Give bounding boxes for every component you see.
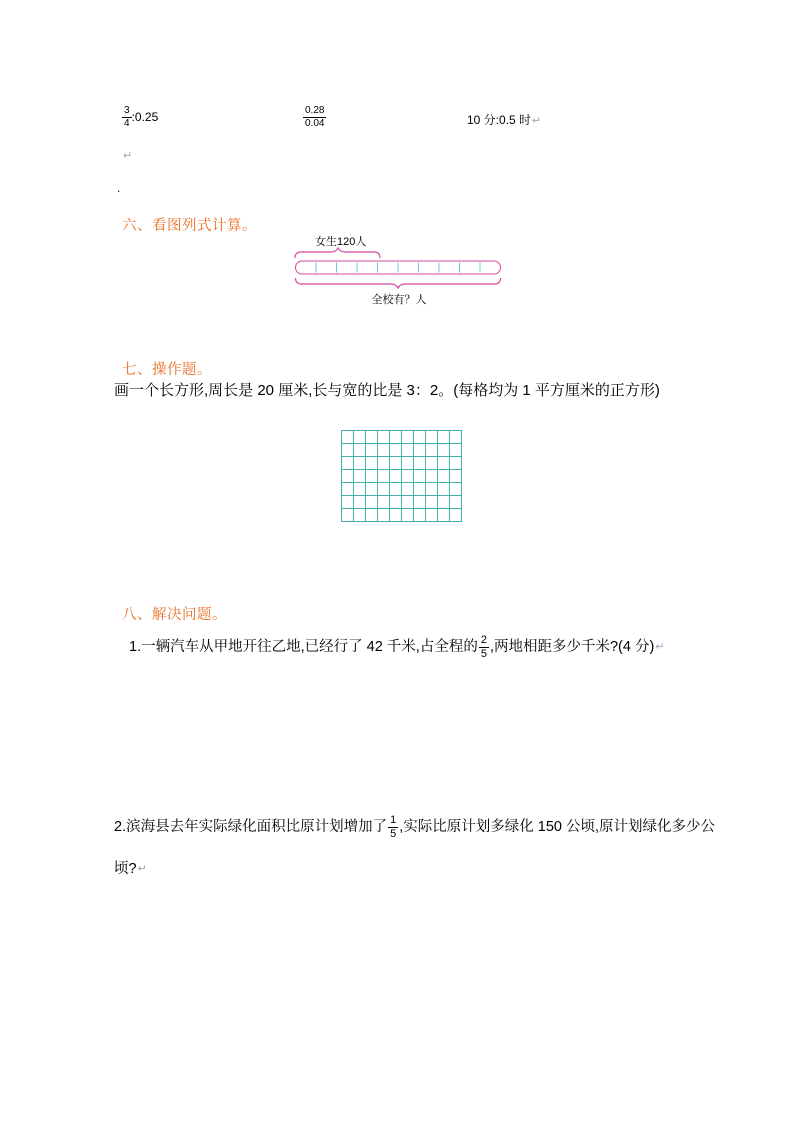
- grid-cell: [414, 444, 426, 457]
- expression-suffix: :0.25: [131, 110, 159, 124]
- problem-1: [129, 634, 793, 660]
- grid-cell: [414, 509, 426, 522]
- grid-cell: [354, 483, 366, 496]
- total-label: 全校有？人: [371, 294, 427, 306]
- fraction-028-004: [303, 105, 326, 129]
- expression-text: 10 分:0.5 时: [467, 113, 532, 127]
- grid-cell: [438, 444, 450, 457]
- return-mark: ↵: [532, 115, 542, 128]
- grid-cell: [438, 457, 450, 470]
- grid-cell: [366, 483, 378, 496]
- problem-2-prefix: 2.滨海县去年实际绿化面积比原计划增加了: [114, 819, 388, 835]
- grid-cell: [390, 496, 402, 509]
- stray-dot: .: [117, 181, 121, 195]
- section8-heading: 八、解决问题。: [122, 607, 227, 623]
- grid-cell: [366, 444, 378, 457]
- grid-cell: [342, 470, 354, 483]
- grid-cell: [426, 496, 438, 509]
- grid-cell: [378, 470, 390, 483]
- girls-brace-icon: [295, 248, 380, 258]
- expression-ratio-1: [122, 105, 158, 129]
- grid-cell: [426, 509, 438, 522]
- grid-cell: [450, 470, 462, 483]
- grid-cell: [342, 444, 354, 457]
- expression-fraction-2: [303, 105, 326, 129]
- section7-instruction: 画一个长方形,周长是 20 厘米,长与宽的比是 3：2。(每格均为 1 平方厘米的正方形): [114, 382, 660, 399]
- grid-cell: [414, 496, 426, 509]
- fraction-numerator: 2: [480, 634, 487, 647]
- grid-cell: [438, 509, 450, 522]
- grid-cell: [414, 483, 426, 496]
- grid-cell: [414, 457, 426, 470]
- grid-cell: [402, 483, 414, 496]
- grid-cell: [366, 457, 378, 470]
- grid-cell: [390, 509, 402, 522]
- grid-cell: [414, 470, 426, 483]
- grid-cell: [354, 457, 366, 470]
- problem-1-prefix: 1.一辆汽车从甲地开往乙地,已经行了 42 千米,占全程的: [129, 639, 478, 655]
- bar-ticks: [316, 263, 480, 273]
- grid-cell: [390, 483, 402, 496]
- problem-1-suffix: ,两地相距多少千米?(4 分): [489, 639, 655, 655]
- return-mark: ↵: [655, 641, 665, 654]
- grid-cell: [354, 470, 366, 483]
- bar-diagram: [293, 233, 505, 307]
- grid-cell: [450, 431, 462, 444]
- fraction-numerator: 1: [390, 814, 397, 827]
- grid-cell: [402, 509, 414, 522]
- grid-cell: [426, 444, 438, 457]
- grid-cell: [378, 444, 390, 457]
- grid-cell: [354, 431, 366, 444]
- grid-cell: [378, 457, 390, 470]
- grid-cell: [438, 470, 450, 483]
- grid-cell: [366, 470, 378, 483]
- grid-cell: [378, 509, 390, 522]
- grid-cell: [342, 483, 354, 496]
- fraction-3-4: [122, 105, 132, 129]
- bar-diagram-svg: [293, 246, 505, 292]
- grid-cell: [426, 431, 438, 444]
- fraction-numerator: 3: [124, 105, 130, 116]
- grid-cell: [450, 444, 462, 457]
- grid-cell: [450, 496, 462, 509]
- fraction-numerator: 0.28: [305, 105, 325, 116]
- section6-heading: 六、看图列式计算。: [122, 218, 257, 234]
- grid-cell: [402, 470, 414, 483]
- grid-cell: [378, 496, 390, 509]
- grid-cell: [402, 457, 414, 470]
- grid-cell: [450, 483, 462, 496]
- grid-cell: [402, 431, 414, 444]
- problem-2-suffix: ,实际比原计划多绿化 150 公顷,原计划绿化多少公顷?: [114, 819, 716, 877]
- grid-cell: [426, 470, 438, 483]
- fraction-denominator: 4: [124, 117, 130, 129]
- grid-cell: [354, 496, 366, 509]
- fraction-1-5: [388, 814, 398, 840]
- grid-cell: [426, 483, 438, 496]
- problem-2: [114, 806, 729, 890]
- grid-cell: [342, 496, 354, 509]
- grid-cell: [342, 457, 354, 470]
- grid-cell: [438, 431, 450, 444]
- grid-cell: [390, 470, 402, 483]
- grid-cell: [450, 457, 462, 470]
- grid-cell: [342, 431, 354, 444]
- grid-cell: [402, 496, 414, 509]
- grid-cell: [390, 457, 402, 470]
- fraction-2-5: [479, 634, 489, 660]
- grid-cell: [426, 457, 438, 470]
- total-brace-icon: [296, 278, 501, 288]
- grid-cell: [390, 431, 402, 444]
- grid-cell: [402, 444, 414, 457]
- grid-cell: [366, 509, 378, 522]
- grid-cell: [342, 509, 354, 522]
- grid-cell: [366, 431, 378, 444]
- grid-cell: [378, 483, 390, 496]
- grid-cell: [390, 444, 402, 457]
- grid-cell: [414, 431, 426, 444]
- grid-cell: [438, 496, 450, 509]
- fraction-denominator: 0.04: [305, 117, 325, 129]
- expression-ratio-3: [467, 111, 541, 128]
- drawing-grid: [341, 430, 462, 522]
- grid-cell: [354, 444, 366, 457]
- grid-cell: [366, 496, 378, 509]
- fraction-denominator: 5: [480, 647, 487, 660]
- grid-cell: [438, 483, 450, 496]
- grid-cell: [450, 509, 462, 522]
- fraction-denominator: 5: [390, 827, 397, 840]
- girls-label: 女生120人: [315, 236, 367, 248]
- grid-cell: [378, 431, 390, 444]
- return-mark: ↵: [137, 863, 147, 876]
- return-mark: ↵: [123, 150, 133, 162]
- grid-cell: [354, 509, 366, 522]
- section7-heading: 七、操作题。: [122, 362, 212, 378]
